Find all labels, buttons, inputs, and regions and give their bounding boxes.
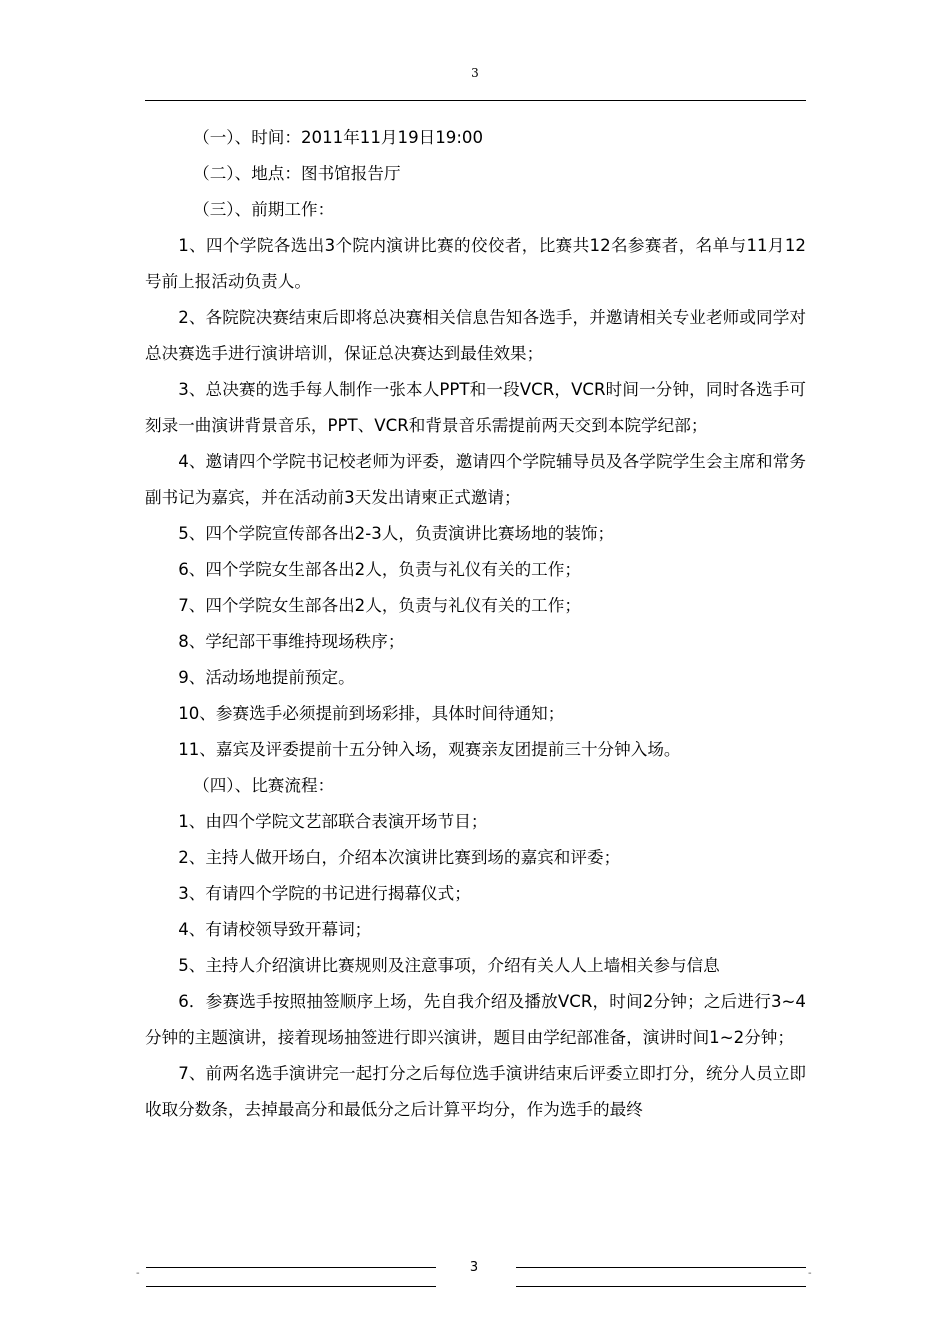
section-time: （一）、时间：2011年11月19日19:00 [193, 128, 484, 147]
prep-item-6: 6、四个学院女生部各出2人，负责与礼仪有关的工作； [178, 560, 581, 579]
section-preparation-heading: （三）、前期工作： [193, 200, 335, 219]
footer-rule-bottom-left [146, 1286, 436, 1287]
prep-item-2: 2、各院院决赛结束后即将总决赛相关信息告知各选手，并邀请相关专业老师或同学对总决赛选手进行演讲培训，保证总决赛达到最佳效果； [145, 308, 806, 363]
process-item-3: 3、有请四个学院的书记进行揭幕仪式； [178, 884, 471, 903]
process-item-7: 7、前两名选手演讲完一起打分之后每位选手演讲结束后评委立即打分，统分人员立即收取分数条，去掉最高分和最低分之后计算平均分，作为选手的最终 [145, 1064, 806, 1119]
footer-dash-left: - [136, 1268, 140, 1279]
process-item-2: 2、主持人做开场白，介绍本次演讲比赛到场的嘉宾和评委； [178, 848, 621, 867]
section-location: （二）、地点：图书馆报告厅 [193, 164, 401, 183]
process-item-1: 1、由四个学院文艺部联合表演开场节目； [178, 812, 488, 831]
footer-page-number: 3 [469, 1260, 479, 1275]
document-body [145, 120, 806, 1128]
process-item-4: 4、有请校领导致开幕词； [178, 920, 372, 939]
footer-rule-top-left [146, 1267, 436, 1268]
footer-dash-right: - [808, 1268, 812, 1279]
prep-item-10: 10、参赛选手必须提前到场彩排，具体时间待通知； [178, 704, 565, 723]
prep-item-4: 4、邀请四个学院书记校老师为评委，邀请四个学院辅导员及各学院学生会主席和常务副书记为嘉宾，并在活动前3天发出请柬正式邀请； [145, 452, 806, 507]
page-footer [136, 1258, 816, 1298]
footer-rule-bottom-right [516, 1286, 806, 1287]
prep-item-1: 1、四个学院各选出3个院内演讲比赛的佼佼者，比赛共12名参赛者，名单与11月12号前上报活动负责人。 [145, 236, 806, 291]
section-process-heading: （四）、比赛流程： [193, 776, 335, 795]
header-rule [145, 100, 806, 101]
header-page-number: 3 [471, 66, 479, 80]
prep-item-11: 11、嘉宾及评委提前十五分钟入场，观赛亲友团提前三十分钟入场。 [178, 740, 681, 759]
prep-item-9: 9、活动场地提前预定。 [178, 668, 355, 687]
prep-item-5: 5、四个学院宣传部各出2-3人，负责演讲比赛场地的装饰； [178, 524, 615, 543]
prep-item-7: 7、四个学院女生部各出2人，负责与礼仪有关的工作； [178, 596, 581, 615]
process-item-5: 5、主持人介绍演讲比赛规则及注意事项，介绍有关人人上墙相关参与信息 [178, 956, 720, 975]
process-item-6: 6．参赛选手按照抽签顺序上场，先自我介绍及播放VCR，时间2分钟；之后进行3~4分钟的主题演讲，接着现场抽签进行即兴演讲，题目由学纪部准备，演讲时间1~2分钟； [145, 992, 806, 1047]
prep-item-3: 3、总决赛的选手每人制作一张本人PPT和一段VCR，VCR时间一分钟，同时各选手可刻录一曲演讲背景音乐，PPT、VCR和背景音乐需提前两天交到本院学纪部； [145, 380, 806, 435]
footer-rule-top-right [516, 1267, 806, 1268]
prep-item-8: 8、学纪部干事维持现场秩序； [178, 632, 405, 651]
